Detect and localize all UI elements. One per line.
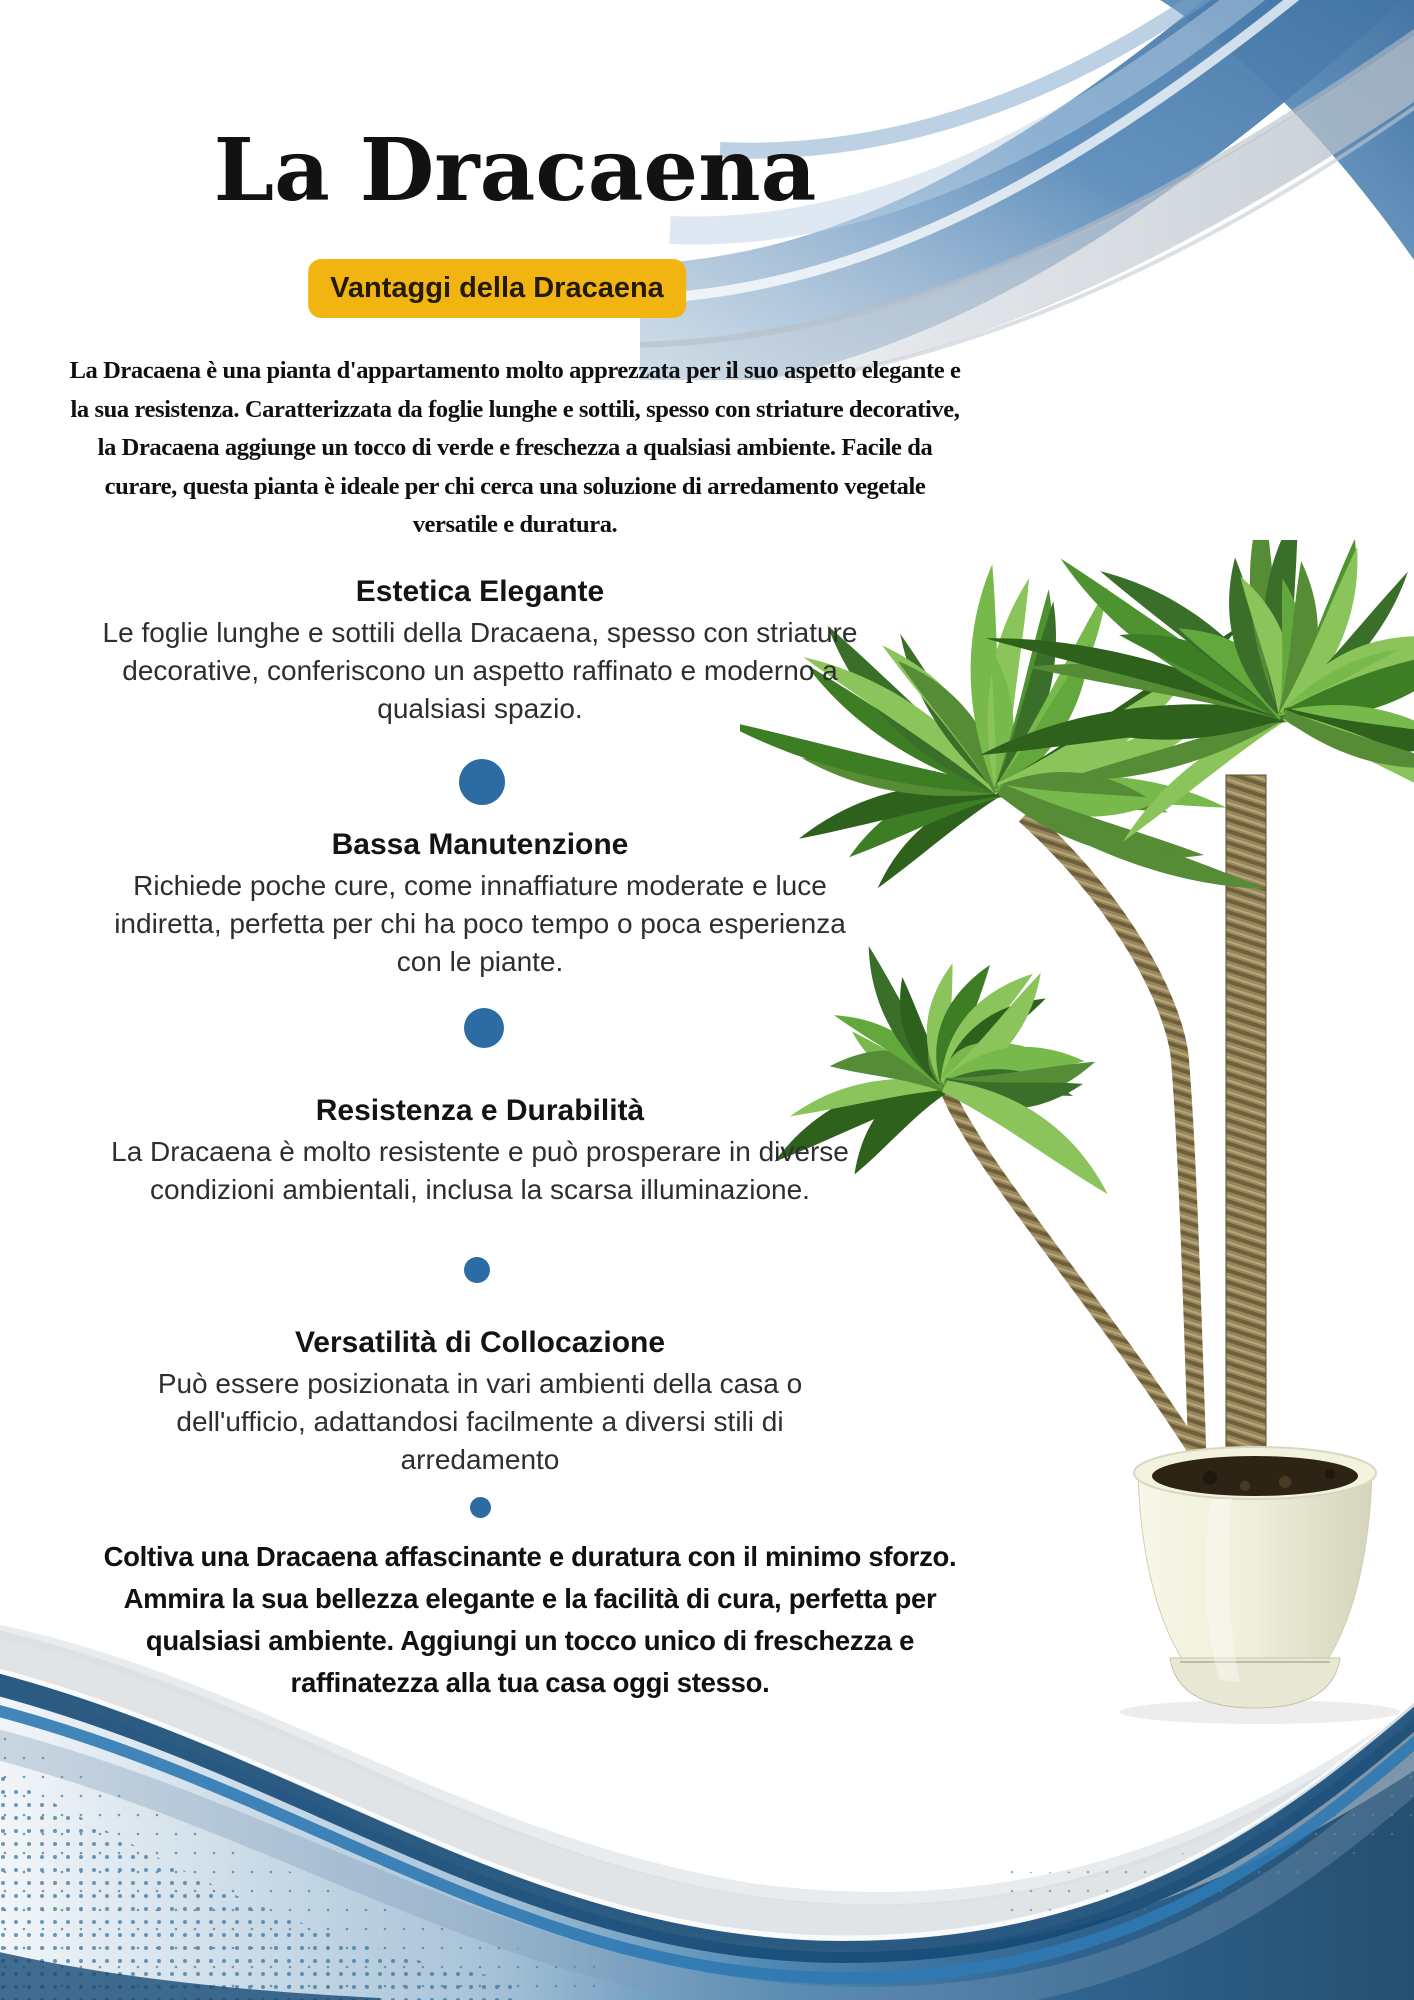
plant-pot (1134, 1447, 1376, 1708)
intro-line: la sua resistenza. Caratterizzata da foglie lunghe e sottili, spesso con striature decorative, (70, 395, 960, 423)
intro-line: La Dracaena è una pianta d'appartamento molto apprezzata per il suo aspetto elegante e (69, 357, 961, 384)
page-title: La Dracaena (213, 120, 817, 221)
separator-dot (464, 1257, 490, 1283)
benefit-section-resistenza (0, 1094, 960, 1209)
separator-dot (459, 759, 505, 805)
section-body-line: dell'ufficio, adattandosi facilmente a diversi stili di (176, 1406, 784, 1437)
section-body-line: indiretta, perfetta per chi ha poco tempo o poca esperienza (114, 908, 846, 939)
section-heading: Bassa Manutenzione (331, 828, 629, 861)
section-heading: Versatilità di Collocazione (294, 1326, 666, 1359)
section-body-line: Richiede poche cure, come innaffiature moderate e luce (133, 870, 827, 901)
section-body-line: con le piante. (396, 946, 564, 977)
closing-line: qualsiasi ambiente. Aggiungi un tocco unico di freschezza e (145, 1625, 915, 1656)
separator-dot (464, 1008, 504, 1048)
benefit-section-estetica (0, 575, 960, 728)
section-body-line: decorative, conferiscono un aspetto raffinato e moderno a (122, 655, 838, 686)
separator-dot (470, 1497, 491, 1518)
section-body-line: arredamento (400, 1444, 560, 1475)
closing-line: Ammira la sua bellezza elegante e la facilità di cura, perfetta per (123, 1583, 937, 1614)
intro-line: versatile e duratura. (412, 511, 618, 538)
intro-line: curare, questa pianta è ideale per chi cerca una soluzione di arredamento vegetale (104, 472, 926, 500)
section-body-line: La Dracaena è molto resistente e può prosperare in diverse (111, 1136, 849, 1167)
section-heading: Resistenza e Durabilità (315, 1094, 645, 1127)
intro-paragraph (70, 352, 961, 545)
closing-line: raffinatezza alla tua casa oggi stesso. (290, 1667, 770, 1698)
section-body-line: Le foglie lunghe e sottili della Dracaena, spesso con striature (102, 617, 858, 648)
closing-line: Coltiva una Dracaena affascinante e duratura con il minimo sforzo. (103, 1541, 957, 1572)
section-body-line: condizioni ambientali, inclusa la scarsa illuminazione. (150, 1174, 810, 1205)
section-body-line: Può essere posizionata in vari ambienti della casa o (157, 1368, 803, 1399)
section-heading: Estetica Elegante (355, 575, 605, 608)
closing-paragraph (104, 1536, 957, 1704)
benefit-section-manutenzione (0, 828, 960, 981)
benefits-badge: Vantaggi della Dracaena (308, 259, 686, 318)
section-body-line: qualsiasi spazio. (377, 693, 583, 724)
intro-line: la Dracaena aggiunge un tocco di verde e freschezza a qualsiasi ambiente. Facile da (97, 434, 933, 461)
benefit-section-versatilita (0, 1326, 960, 1479)
